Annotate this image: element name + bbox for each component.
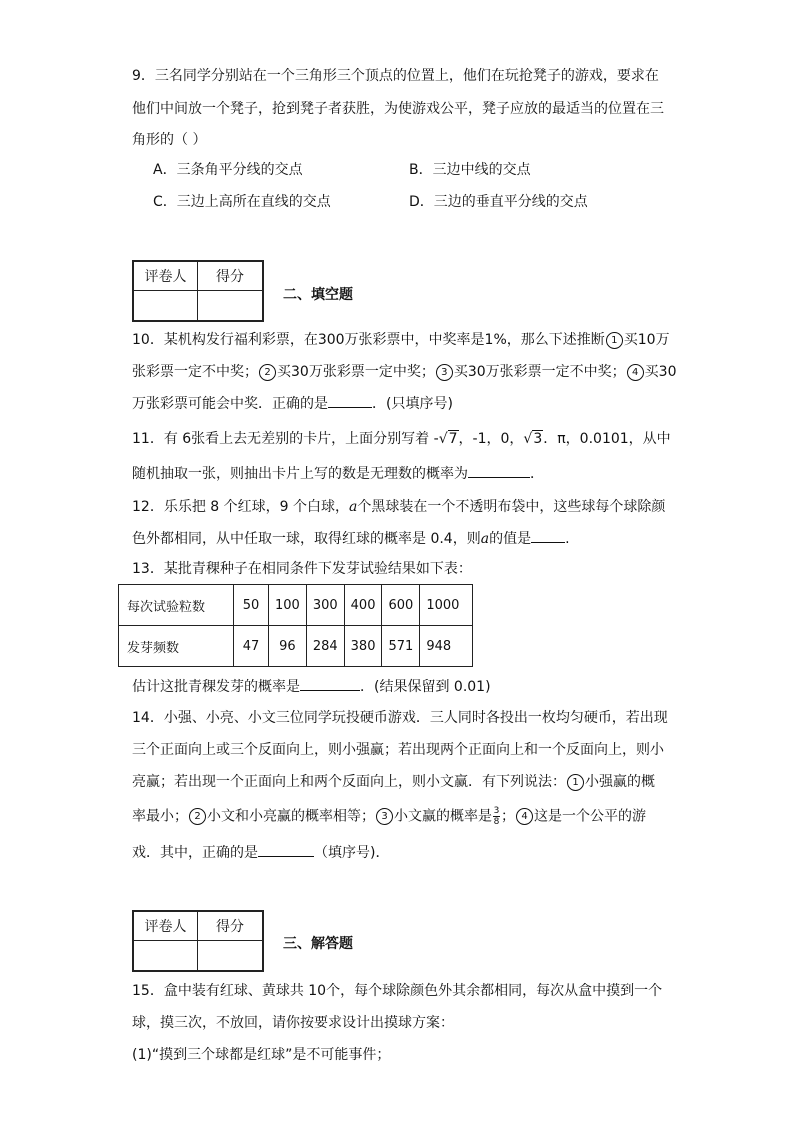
- q15-line-1: 15．盒中装有红球、黄球共 10个，每个球除颜色外其余都相同，每次从盒中摸到一个: [132, 983, 663, 999]
- table-row: [119, 626, 473, 667]
- answer-blank[interactable]: [300, 676, 360, 691]
- radicand: 3: [533, 431, 543, 447]
- q11-text: ，-1，0，: [458, 431, 524, 447]
- q14-line-5: [132, 842, 389, 863]
- q12-text: 个黑球装在一个不透明布袋中，这些球每个球除颜: [357, 499, 666, 515]
- q11-line-2: [132, 463, 544, 484]
- circled-number: 4: [627, 364, 644, 381]
- q10-text: ．(只填序号): [372, 396, 453, 412]
- q10-text: 10．某机构发行福利彩票，在300万张彩票中，中奖率是1%，那么下述推断: [132, 332, 605, 348]
- score-box-score-cell: [198, 941, 262, 970]
- q14-text: （填序号)．: [314, 845, 390, 861]
- q10-text: 买30万张彩票一定中奖；: [277, 364, 435, 380]
- table-cell: 1000: [420, 585, 473, 626]
- q12-text: 的值是: [489, 531, 532, 547]
- circled-number: 2: [259, 364, 276, 381]
- fraction-numerator: 3: [493, 806, 500, 816]
- q14-text: 小文赢的概率是: [394, 808, 492, 825]
- score-box-2: [132, 910, 264, 972]
- table-cell: 100: [269, 585, 307, 626]
- table-cell: 284: [306, 626, 344, 667]
- q13-after-table: [132, 676, 491, 697]
- table-cell: 571: [382, 626, 420, 667]
- score-box-score-cell: [198, 291, 262, 320]
- circled-number: 1: [567, 774, 584, 791]
- circled-number: 4: [516, 808, 533, 825]
- q10-line-3: [132, 393, 453, 414]
- circled-number: 3: [436, 364, 453, 381]
- score-box-1: [132, 260, 264, 322]
- q9-option-c: C．三边上高所在直线的交点: [153, 194, 331, 210]
- table-cell: 600: [382, 585, 420, 626]
- score-box-score-header: 得分: [198, 262, 262, 291]
- score-box-grader-header: 评卷人: [134, 912, 198, 941]
- variable-a: a: [480, 531, 490, 547]
- q13-text: ．(结果保留到 0.01): [360, 679, 491, 695]
- q11-text: ．π，0.0101，从中: [543, 431, 671, 447]
- answer-blank[interactable]: [328, 393, 372, 408]
- table-cell: 400: [344, 585, 382, 626]
- table-cell: 96: [269, 626, 307, 667]
- q14-text: 这是一个公平的游: [534, 808, 646, 825]
- germination-table: [118, 584, 473, 667]
- answer-blank[interactable]: [258, 842, 314, 857]
- q9-option-d: D．三边的垂直平分线的交点: [409, 194, 588, 210]
- q11-line-1: [132, 429, 671, 449]
- q10-line-2: [132, 362, 676, 382]
- table-cell: 948: [420, 626, 473, 667]
- answer-blank[interactable]: [531, 528, 565, 543]
- q9-line-3: 角形的（ ）: [132, 132, 207, 148]
- q10-line-1: [132, 330, 670, 350]
- score-box-grader-cell: [134, 291, 198, 320]
- q14-text: 小文和小亮赢的概率相等；: [207, 808, 375, 825]
- circled-number: 1: [606, 332, 623, 349]
- section-title-answer: 三、解答题: [283, 936, 353, 952]
- q9-line-2: 他们中间放一个凳子，抢到凳子者获胜，为使游戏公平，凳子应放的最适当的位置在三: [132, 101, 664, 117]
- table-cell: 50: [234, 585, 269, 626]
- table-row-label: 每次试验粒数: [119, 585, 234, 626]
- q10-text: 买30万张彩票一定不中奖；: [453, 364, 626, 380]
- q13-text: 估计这批青稞发芽的概率是: [132, 679, 300, 695]
- variable-a: a: [348, 499, 358, 515]
- table-row: [119, 585, 473, 626]
- sqrt-expression: √7: [438, 431, 458, 447]
- q14-text: 亮赢；若出现一个正面向上和两个反面向上，则小文赢．有下列说法：: [132, 774, 566, 790]
- q14-text: 戏．其中，正确的是: [132, 845, 258, 861]
- section-title-fill-blank: 二、填空题: [283, 287, 353, 303]
- circled-number: 3: [376, 808, 393, 825]
- score-box-grader-header: 评卷人: [134, 262, 198, 291]
- q15-line-2: 球，摸三次，不放回，请你按要求设计出摸球方案：: [132, 1015, 454, 1031]
- q9-line-1: 9．三名同学分别站在一个三角形三个顶点的位置上，他们在玩抢凳子的游戏，要求在: [132, 68, 659, 84]
- q10-text: 万张彩票可能会中奖．正确的是: [132, 396, 328, 412]
- q14-text: 率最小；: [132, 808, 188, 825]
- q11-text: 随机抽取一张，则抽出卡片上写的数是无理数的概率为: [132, 466, 468, 482]
- score-box-grader-cell: [134, 941, 198, 970]
- table-cell: 47: [234, 626, 269, 667]
- q9-option-a: A．三条角平分线的交点: [153, 162, 303, 178]
- q10-text: 买30: [644, 364, 677, 380]
- q15-line-3: (1)“摸到三个球都是红球”是不可能事件；: [132, 1047, 391, 1063]
- sqrt-expression: √3: [523, 431, 543, 447]
- q14-line-1: 14．小强、小亮、小文三位同学玩投硬币游戏．三人同时各投出一枚均匀硬币，若出现: [132, 710, 668, 726]
- radicand: 7: [448, 431, 458, 447]
- table-cell: 300: [306, 585, 344, 626]
- q10-text: 张彩票一定不中奖；: [132, 364, 258, 380]
- q14-text: 小强赢的概: [585, 774, 655, 790]
- q10-text: 买10万: [623, 332, 670, 348]
- q14-line-3: [132, 772, 655, 792]
- q12-text: 12．乐乐把 8 个红球，9 个白球，: [132, 499, 349, 515]
- q11-text: 11．有 6张看上去无差别的卡片，上面分别写着 -: [132, 431, 439, 447]
- q14-text: ；: [501, 808, 515, 825]
- q12-text: 色外都相同，从中任取一球，取得红球的概率是 0.4，则: [132, 531, 481, 547]
- q12-text: .: [565, 531, 570, 547]
- fraction-denominator: 8: [493, 817, 500, 827]
- q14-line-2: 三个正面向上或三个反面向上，则小强赢；若出现两个正面向上和一个反面向上，则小: [132, 742, 664, 758]
- q14-line-4: [132, 806, 646, 827]
- q13-line-1: 13．某批青稞种子在相同条件下发芽试验结果如下表：: [132, 561, 472, 577]
- q11-text: ．: [530, 466, 544, 482]
- q12-line-2: [132, 528, 570, 549]
- score-box-score-header: 得分: [198, 912, 262, 941]
- table-row-label: 发芽频数: [119, 626, 234, 667]
- fraction: [493, 806, 500, 827]
- q12-line-1: [132, 497, 665, 517]
- table-cell: 380: [344, 626, 382, 667]
- answer-blank[interactable]: [468, 463, 530, 478]
- circled-number: 2: [189, 808, 206, 825]
- q9-option-b: B．三边中线的交点: [409, 162, 531, 178]
